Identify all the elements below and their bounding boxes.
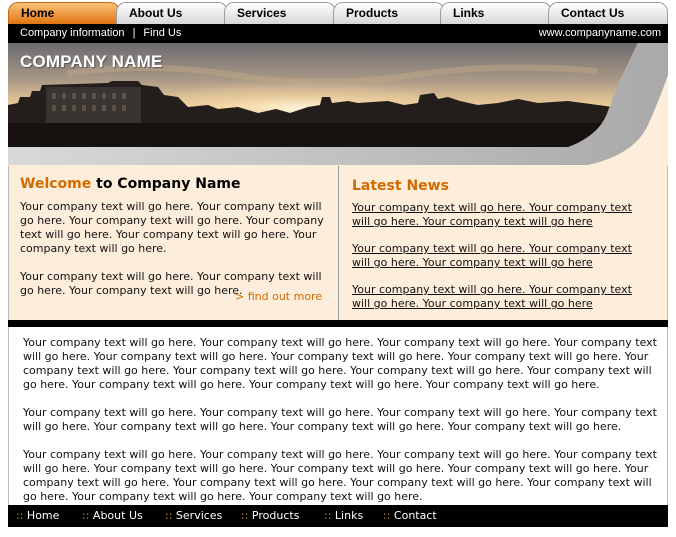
footer-link-label: Links [334,509,364,522]
tab-home[interactable] [8,2,120,24]
footer-bullet: :: [324,509,332,522]
footer-bullet: :: [241,509,249,522]
banner [8,43,668,166]
footer-link-label: Home [26,509,60,522]
footer-link-services[interactable] [165,505,222,527]
tab-label: Contact Us [561,6,625,20]
news-item-link[interactable]: Your company text will go here. Your company text will go here. Your company text will go here [352,242,632,269]
tab-label: Home [21,6,55,20]
subnav-separator: | [132,27,136,39]
footer-bullet: :: [165,509,173,522]
tab-label: Products [346,6,399,20]
tab-label: Links [453,6,485,20]
main-content [8,327,668,505]
sub-nav-bar [8,24,668,43]
banner-company-name: COMPANY NAME [20,52,163,71]
find-us-link[interactable]: Find Us [143,27,182,39]
tab-services[interactable] [224,2,336,24]
footer-link-home[interactable] [16,505,59,527]
column-divider [338,166,339,320]
section-divider-bar [8,320,668,327]
footer-link-products[interactable] [241,505,299,527]
latest-news-heading: Latest News [352,178,449,194]
footer-bullet: :: [82,509,90,522]
latest-news-section [352,176,647,324]
welcome-paragraph: Your company text will go here. Your company text will go here. Your company text will go here. [20,270,322,297]
page [8,0,668,527]
footer-link-label: Services [175,509,223,522]
find-out-more-link[interactable]: > find out more [235,290,323,303]
tab-about-us[interactable] [116,2,228,24]
footer-link-label: Products [251,509,300,522]
welcome-heading-accent: Welcome [20,176,92,192]
top-nav [8,0,668,24]
footer-link-about-us[interactable] [82,505,143,527]
main-paragraph: Your company text will go here. Your company text will go here. Your company text will go here. Your company text will go here. Your company text will go here. Your company text will go here. Your company text will go here. [23,406,657,433]
welcome-heading-rest: to Company Name [91,176,241,192]
footer-nav [8,505,668,527]
tab-label: About Us [129,6,183,20]
tab-label: Services [237,6,287,20]
main-paragraph: Your company text will go here. Your company text will go here. Your company text will go here. Your company text will go here. Your company text will go here. Your company text will go here. Your company text will go here. Your company text will go here. Your company text will go here. Your company text will go here. Your company text will go here. Your company text will go here. Your company text will go here. [23,448,657,503]
footer-link-contact[interactable] [383,505,437,527]
footer-bullet: :: [383,509,391,522]
tab-links[interactable] [440,2,552,24]
company-information-link[interactable]: Company information [20,27,125,39]
news-item-link[interactable]: Your company text will go here. Your company text will go here. Your company text will go here [352,283,632,310]
welcome-paragraph: Your company text will go here. Your company text will go here. Your company text will go here. Your company text will go here. Your company text will go here. Your company text will go here. [20,200,324,255]
footer-link-links[interactable] [324,505,363,527]
welcome-section [20,176,325,298]
tab-contact-us[interactable] [548,2,668,24]
website-url: www.companyname.com [538,27,661,39]
footer-link-label: Contact [393,509,437,522]
main-paragraph: Your company text will go here. Your company text will go here. Your company text will go here. Your company text will go here. Your company text will go here. Your company text will go here. Your company text will go here. Your company text will go here. Your company text will go here. Your company text will go here. Your company text will go here. Your company text will go here. Your company text will go here. Your company text will go here. [23,336,657,391]
content-columns [8,166,668,320]
news-item-link[interactable]: Your company text will go here. Your company text will go here. Your company text will go here [352,201,632,228]
tab-products[interactable] [333,2,445,24]
welcome-heading [20,176,325,192]
footer-bullet: :: [16,509,24,522]
footer-link-label: About Us [92,509,143,522]
